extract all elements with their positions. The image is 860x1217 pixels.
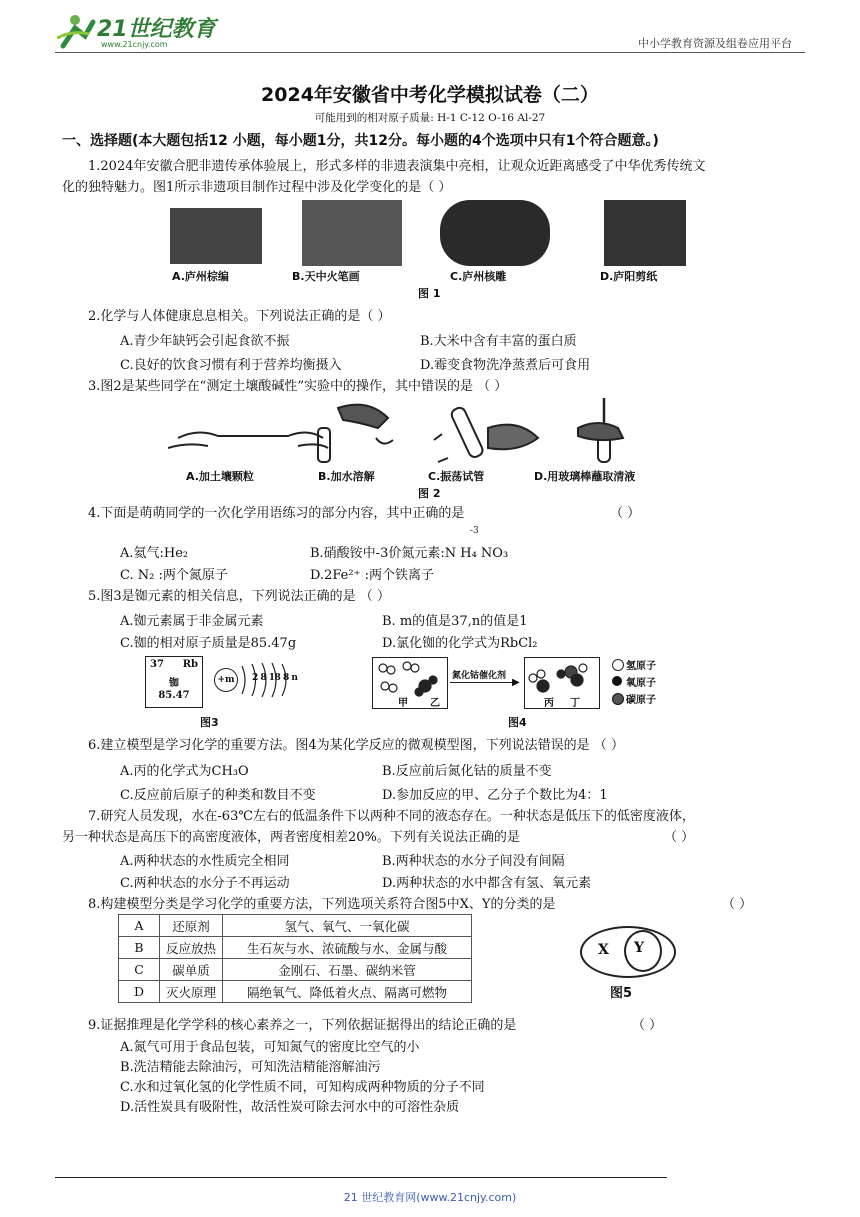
q1-image-b [302,200,402,266]
q9-stem: 9.证据推理是化学学科的核心素养之一，下列依据证据得出的结论正确的是 [88,1018,517,1033]
q9-option-a: A.氮气可用于食品包装，可知氮气的密度比空气的小 [120,1040,420,1055]
logo-url: www.21cnjy.com [101,40,168,49]
rb-symbol: Rb [182,659,198,670]
fig4-label-ding: 丁 [570,698,580,709]
q8-stem: 8.构建模型分类是学习化学的重要方法，下列选项关系符合图5中X、Y的分类的是 [88,897,556,912]
q4-option-c: C. N₂ :两个氮原子 [120,568,228,583]
legend-carbon: 碳原子 [626,695,656,706]
q5-option-d: D.氯化铷的化学式为RbCl₂ [382,636,538,651]
q2-stem: 2.化学与人体健康息息相关。下列说法正确的是（ ） [88,309,391,324]
table-cell: B [119,937,160,959]
q5-option-c: C.铷的相对原子质量是85.47g [120,636,297,651]
q3-label-b: B.加水溶解 [318,470,375,483]
q7-option-d: D.两种状态的水中都含有氢、氧元素 [382,876,592,891]
q9-option-d: D.活性炭具有吸附性，故活性炭可除去河水中的可溶性杂质 [120,1100,460,1115]
q6-option-a: A.丙的化学式为CH₃O [120,764,249,779]
table-cell: 灭火原理 [160,981,223,1003]
fig5-caption: 图5 [610,986,633,1001]
table-cell: 碳单质 [160,959,223,981]
rb-element-cell [145,656,203,708]
q4-stem: 4.下面是萌萌同学的一次化学用语练习的部分内容，其中正确的是 [88,506,465,521]
electron-config: 2 8 18 8 n [252,673,298,683]
venn-label-x: X [598,942,609,958]
q2-option-b: B.大米中含有丰富的蛋白质 [420,334,577,349]
legend-oxygen: 氧原子 [626,678,656,689]
fig1-caption: 图 1 [418,287,441,300]
rb-mass: 85.47 [158,690,190,701]
q1-label-b: B.天中火笔画 [292,270,360,283]
table-cell: 生石灰与水、浓硫酸与水、金属与酸 [223,937,472,959]
table-cell: 隔绝氧气、降低着火点、隔离可燃物 [223,981,472,1003]
q1-stem-line1: 1.2024年安徽合肥非遗传承体验展上，形式多样的非遗表演集中亮相，让观众近距离感受了中华优秀传统文 [88,159,706,174]
q1-stem-line2: 化的独特魅力。图1所示非遗项目制作过程中涉及化学变化的是（ ） [62,180,452,195]
page-title: 2024年安徽省中考化学模拟试卷（二） [261,84,599,106]
atomic-masses: 可能用到的相对原子质量: H-1 C-12 O-16 Al-27 [314,112,546,124]
atom-nucleus: +m [214,668,238,692]
fig4-label-bing: 丙 [544,698,554,709]
fig4-catalyst: 氮化钴催化剂 [452,671,507,681]
footer-link[interactable]: 21 世纪教育网(www.21cnjy.com) [343,1191,517,1204]
carbon-atom-icon [612,693,624,705]
q1-image-d [604,200,686,266]
q3-label-a: A.加土壤颗粒 [186,470,254,483]
q3-stem: 3.图2是某些同学在“测定土壤酸碱性”实验中的操作，其中错误的是 （ ） [88,379,508,394]
header-platform-text: 中小学教育资源及组卷应用平台 [638,37,792,50]
arrow-head-icon: ▶ [512,677,520,688]
q2-option-d: D.霉变食物洗净蒸煮后可食用 [420,358,591,373]
reaction-arrow [450,682,516,683]
q6-option-c: C.反应前后原子的种类和数目不变 [120,788,316,803]
q4-superscript: -3 [470,526,479,536]
q9-option-c: C.水和过氧化氢的化学性质不同，可知构成两种物质的分子不同 [120,1080,485,1095]
q4-option-d: D.2Fe²⁺ :两个铁离子 [310,568,434,583]
q7-option-c: C.两种状态的水分子不再运动 [120,876,290,891]
table-row [119,915,472,937]
rb-atomic-number: 37 [150,659,164,670]
fig4-caption: 图4 [508,716,527,729]
q7-option-a: A.两种状态的水性质完全相同 [120,854,290,869]
q9-answer-paren: （ ） [632,1018,663,1033]
q1-label-d: D.庐阳剪纸 [600,270,658,283]
q3-figure [168,398,688,466]
legend-hydrogen: 氢原子 [626,661,656,672]
q3-label-c: C.振荡试管 [428,470,485,483]
footer-divider [55,1177,667,1178]
q7-stem-line2: 另一种状态是高压下的高密度液体，两者密度相差20%。下列有关说法正确的是 [62,830,520,845]
oxygen-atom-icon [612,676,622,686]
venn-label-y: Y [634,940,644,956]
q4-answer-paren: （ ） [610,506,641,521]
q7-stem-line1: 7.研究人员发现，水在-63℃左右的低温条件下以两种不同的液态存在。一种状态是低压下的低密度液体， [88,809,695,824]
logo-text: 21世纪教育 [97,17,216,42]
fig4-label-yi: 乙 [430,698,440,709]
hydrogen-atom-icon [612,659,624,671]
q5-stem: 5.图3是铷元素的相关信息，下列说法正确的是 （ ） [88,589,390,604]
table-cell: C [119,959,160,981]
q7-option-b: B.两种状态的水分子间没有间隔 [382,854,565,869]
q4-option-a: A.氦气:He₂ [120,546,189,561]
q1-label-a: A.庐州棕编 [172,270,229,283]
q3-label-d: D.用玻璃棒蘸取清液 [534,470,636,483]
table-row [119,937,472,959]
q8-table [118,914,472,1003]
q6-stem: 6.建立模型是学习化学的重要方法。图4为某化学反应的微观模型图，下列说法错误的是 （ ） [88,738,624,753]
site-logo [55,8,225,52]
q7-answer-paren: （ ） [664,830,695,845]
q6-option-d: D.参加反应的甲、乙分子个数比为4：1 [382,788,608,803]
table-row [119,981,472,1003]
q1-label-c: C.庐州核雕 [450,270,507,283]
table-cell: 氢气、氧气、一氧化碳 [223,915,472,937]
section-heading: 一、选择题(本大题包括12 小题，每小题1分，共12分。每小题的4个选项中只有1个符合题意。) [62,133,659,149]
table-cell: 反应放热 [160,937,223,959]
q2-option-c: C.良好的饮食习惯有利于营养均衡摄入 [120,358,342,373]
table-cell: A [119,915,160,937]
q2-option-a: A.青少年缺钙会引起食欲不振 [120,334,290,349]
fig4-label-jia: 甲 [398,698,408,709]
q6-option-b: B.反应前后氮化钴的质量不变 [382,764,552,779]
fig3-caption: 图3 [200,716,219,729]
q9-option-b: B.洗洁精能去除油污，可知洗洁精能溶解油污 [120,1060,381,1075]
table-cell: D [119,981,160,1003]
q1-image-c [440,200,550,266]
q5-option-b: B. m的值是37,n的值是1 [382,614,528,629]
table-row [119,959,472,981]
q5-option-a: A.铷元素属于非金属元素 [120,614,264,629]
rb-name: 铷 [169,678,179,689]
q1-image-a [170,208,262,264]
table-cell: 金刚石、石墨、碳纳米管 [223,959,472,981]
q8-answer-paren: （ ） [722,897,753,912]
table-cell: 还原剂 [160,915,223,937]
fig2-caption: 图 2 [418,487,441,500]
header-divider [55,52,805,53]
fig4-products-box [524,657,600,709]
q4-option-b: B.硝酸铵中-3价氮元素:N H₄ NO₃ [310,546,509,561]
